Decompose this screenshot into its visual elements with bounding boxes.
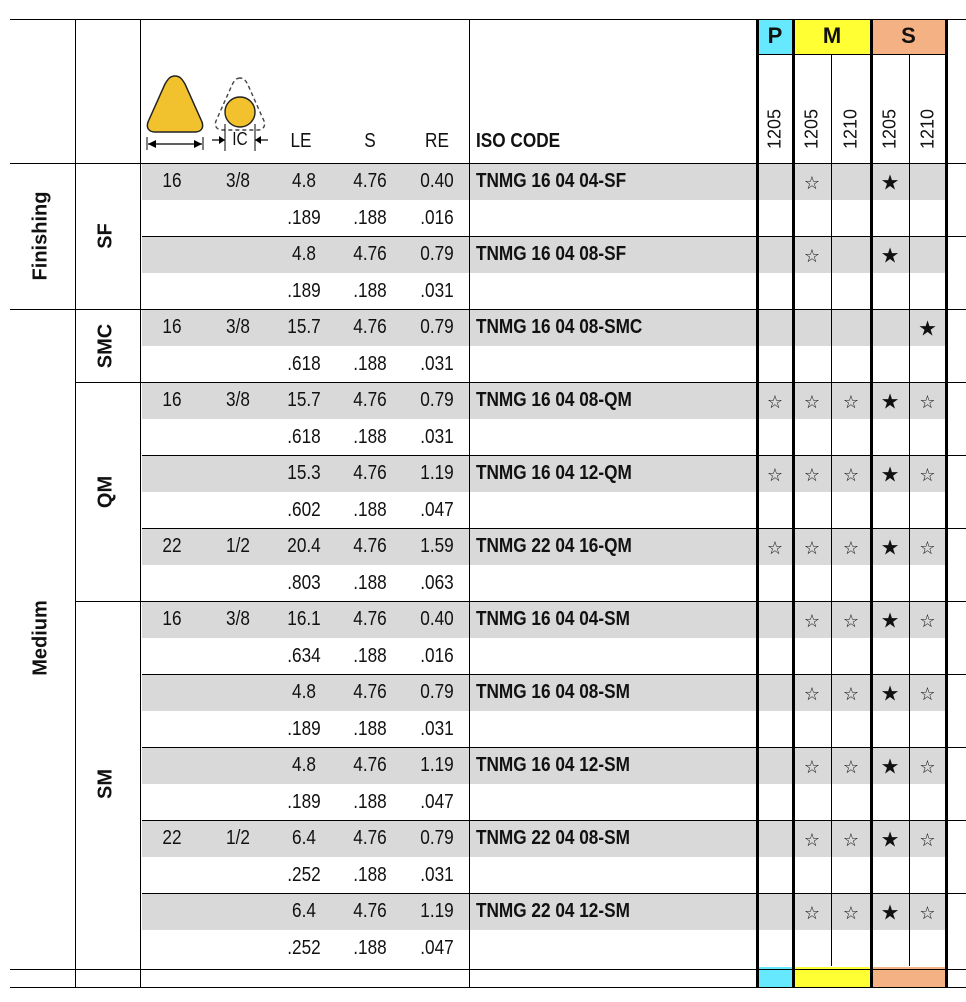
re-inch: .031 [420,717,454,740]
s-inch: .188 [353,936,387,959]
recommended-star-icon: ★ [880,682,900,706]
header-s: S [364,130,376,152]
grade-column-border [909,54,910,966]
iso-code: TNMG 16 04 12-QM [476,462,632,485]
grade-group-header-p [757,19,793,54]
iso-code: TNMG 22 04 16-QM [476,535,632,558]
le-mm: 4.8 [292,754,316,777]
le-inch: .189 [287,206,321,229]
le-inch: .189 [287,790,321,813]
le-mm: 20.4 [287,535,321,558]
subgroup-divider [142,528,966,529]
suitable-star-icon: ☆ [919,830,936,851]
re-inch: .031 [420,425,454,448]
insert-size: 16 [162,170,182,193]
s-inch: .188 [353,279,387,302]
grade-group-footer-p [757,967,793,987]
le-inch: .634 [287,644,321,667]
body-bottom-border [10,969,966,970]
header-bottom-border [10,163,966,164]
re-inch: .047 [420,936,454,959]
s-mm: 4.76 [353,170,387,193]
suitable-star-icon: ☆ [803,246,821,267]
s-mm: 4.76 [353,243,387,266]
le-inch: .252 [287,863,321,886]
le-inch: .189 [287,279,321,302]
le-mm: 4.8 [292,681,316,704]
suitable-star-icon: ☆ [766,465,784,486]
grade-block-left-border [756,19,759,987]
grade-group-label: P [767,23,783,48]
geometry-column-border [140,19,141,987]
s-mm: 4.76 [353,827,387,850]
iso-code: TNMG 16 04 08-QM [476,389,632,412]
grade-group-label: M [822,23,842,48]
suitable-star-icon: ☆ [842,757,860,778]
grade-group-header-s [871,19,946,54]
s-mm: 4.76 [353,316,387,339]
header-re: RE [425,130,449,152]
s-mm: 4.76 [353,462,387,485]
recommended-star-icon: ★ [880,463,900,487]
iso-code: TNMG 16 04 12-SM [476,754,630,777]
re-inch: .031 [420,279,454,302]
le-inch: .803 [287,571,321,594]
s-mm: 4.76 [353,900,387,923]
geometry-label-sm: SM [94,768,117,799]
ic-inch: 1/2 [226,535,250,558]
recommended-star-icon: ★ [880,171,900,195]
re-mm: 1.19 [420,900,454,923]
ic-inch: 3/8 [226,389,250,412]
recommended-star-icon: ★ [880,901,900,925]
subgroup-divider [142,820,966,821]
recommended-star-icon: ★ [880,755,900,779]
re-mm: 0.79 [420,681,454,704]
s-inch: .188 [353,790,387,813]
geometry-label-qm: QM [94,475,117,508]
grade-column-label: 1210 [840,108,861,150]
le-inch: .618 [287,425,321,448]
iso-code: TNMG 22 04 12-SM [476,900,630,923]
s-inch: .188 [353,206,387,229]
s-mm: 4.76 [353,754,387,777]
iso-code: TNMG 16 04 08-SF [476,243,627,266]
iso-code: TNMG 16 04 08-SM [476,681,630,704]
row-divider [142,236,966,237]
suitable-star-icon: ☆ [842,465,860,486]
suitable-star-icon: ☆ [919,684,936,705]
re-inch: .047 [420,498,454,521]
table-bottom-border [10,987,966,988]
le-mm: 16.1 [287,608,321,631]
ic-label: IC [232,129,248,149]
insert-size: 22 [162,827,182,850]
geometry-divider [75,382,966,383]
triangle-insert-icon [142,72,208,152]
grade-column-label: 1205 [801,108,822,150]
re-inch: .031 [420,863,454,886]
suitable-star-icon: ☆ [919,757,936,778]
p-m-border [792,19,795,987]
grade-column-label: 1205 [879,108,900,150]
re-inch: .016 [420,206,454,229]
suitable-star-icon: ☆ [803,684,821,705]
header-iso-code: ISO CODE [476,130,561,152]
le-inch: .618 [287,352,321,375]
re-inch: .047 [420,790,454,813]
re-mm: 1.19 [420,462,454,485]
grade-group-footer-m [793,967,871,987]
re-mm: 0.40 [420,608,454,631]
re-mm: 0.79 [420,316,454,339]
grade-group-label: S [901,23,916,48]
le-mm: 15.3 [287,462,321,485]
s-inch: .188 [353,498,387,521]
row-divider [142,674,966,675]
suitable-star-icon: ☆ [842,392,860,413]
suitable-star-icon: ☆ [803,757,821,778]
grade-column-label: 1210 [917,108,937,150]
m-s-border [870,19,873,987]
s-inch: .188 [353,717,387,740]
iso-column-border [469,19,470,987]
suitable-star-icon: ☆ [803,611,821,632]
grade-group-header-m [793,19,871,54]
table-top-border [10,19,966,20]
grade-column-border [831,54,832,966]
s-inch: .188 [353,571,387,594]
le-mm: 4.8 [292,170,316,193]
re-mm: 0.79 [420,827,454,850]
suitable-star-icon: ☆ [803,173,821,194]
s-mm: 4.76 [353,389,387,412]
insert-size: 16 [162,389,182,412]
le-inch: .602 [287,498,321,521]
le-mm: 15.7 [287,316,321,339]
suitable-star-icon: ☆ [766,538,784,559]
ic-inch: 1/2 [226,827,250,850]
ic-inch: 3/8 [226,316,250,339]
iso-code: TNMG 16 04 08-SMC [476,316,643,339]
suitable-star-icon: ☆ [842,684,860,705]
row-divider [142,455,966,456]
grade-column-label: 1205 [764,108,785,150]
re-inch: .016 [420,644,454,667]
row-divider [142,893,966,894]
suitable-star-icon: ☆ [803,830,821,851]
recommended-star-icon: ★ [880,828,900,852]
le-inch: .252 [287,936,321,959]
section-label-medium: Medium [29,599,52,676]
s-mm: 4.76 [353,608,387,631]
s-inch: .188 [353,644,387,667]
header-le: LE [290,130,312,152]
s-inch: .188 [353,425,387,448]
re-inch: .031 [420,352,454,375]
suitable-star-icon: ☆ [919,392,936,413]
section-label-finishing: Finishing [29,191,52,281]
insert-size: 16 [162,608,182,631]
ic-inch: 3/8 [226,608,250,631]
suitable-star-icon: ☆ [803,538,821,559]
le-mm: 6.4 [292,827,316,850]
geometry-divider [75,601,966,602]
re-mm: 0.79 [420,389,454,412]
re-mm: 0.40 [420,170,454,193]
iso-code: TNMG 16 04 04-SF [476,170,627,193]
s-inch: .188 [353,352,387,375]
le-mm: 15.7 [287,389,321,412]
recommended-star-icon: ★ [918,317,937,341]
suitable-star-icon: ☆ [842,903,860,924]
geometry-label-sf: SF [94,223,117,249]
re-mm: 0.79 [420,243,454,266]
suitable-star-icon: ☆ [842,611,860,632]
le-mm: 4.8 [292,243,316,266]
grade-group-footer-s [871,967,946,987]
suitable-star-icon: ☆ [919,465,936,486]
suitable-star-icon: ☆ [842,538,860,559]
insert-size: 22 [162,535,182,558]
recommended-star-icon: ★ [880,536,900,560]
s-mm: 4.76 [353,681,387,704]
le-inch: .189 [287,717,321,740]
recommended-star-icon: ★ [880,609,900,633]
row-divider [142,747,966,748]
suitable-star-icon: ☆ [919,903,936,924]
le-mm: 6.4 [292,900,316,923]
suitable-star-icon: ☆ [766,392,784,413]
suitable-star-icon: ☆ [919,611,936,632]
recommended-star-icon: ★ [880,390,900,414]
s-inch: .188 [353,863,387,886]
suitable-star-icon: ☆ [803,465,821,486]
iso-code: TNMG 22 04 08-SM [476,827,630,850]
section-divider [10,309,966,310]
re-mm: 1.19 [420,754,454,777]
suitable-star-icon: ☆ [803,392,821,413]
section-column-border [75,19,76,987]
grade-block-right-border [945,19,948,987]
insert-size: 16 [162,316,182,339]
suitable-star-icon: ☆ [919,538,936,559]
geometry-label-smc: SMC [94,323,117,368]
recommended-star-icon: ★ [880,244,900,268]
ic-inch: 3/8 [226,170,250,193]
suitable-star-icon: ☆ [842,830,860,851]
re-mm: 1.59 [420,535,454,558]
suitable-star-icon: ☆ [803,903,821,924]
group-header-divider [757,54,946,55]
iso-code: TNMG 16 04 04-SM [476,608,630,631]
re-inch: .063 [420,571,454,594]
s-mm: 4.76 [353,535,387,558]
